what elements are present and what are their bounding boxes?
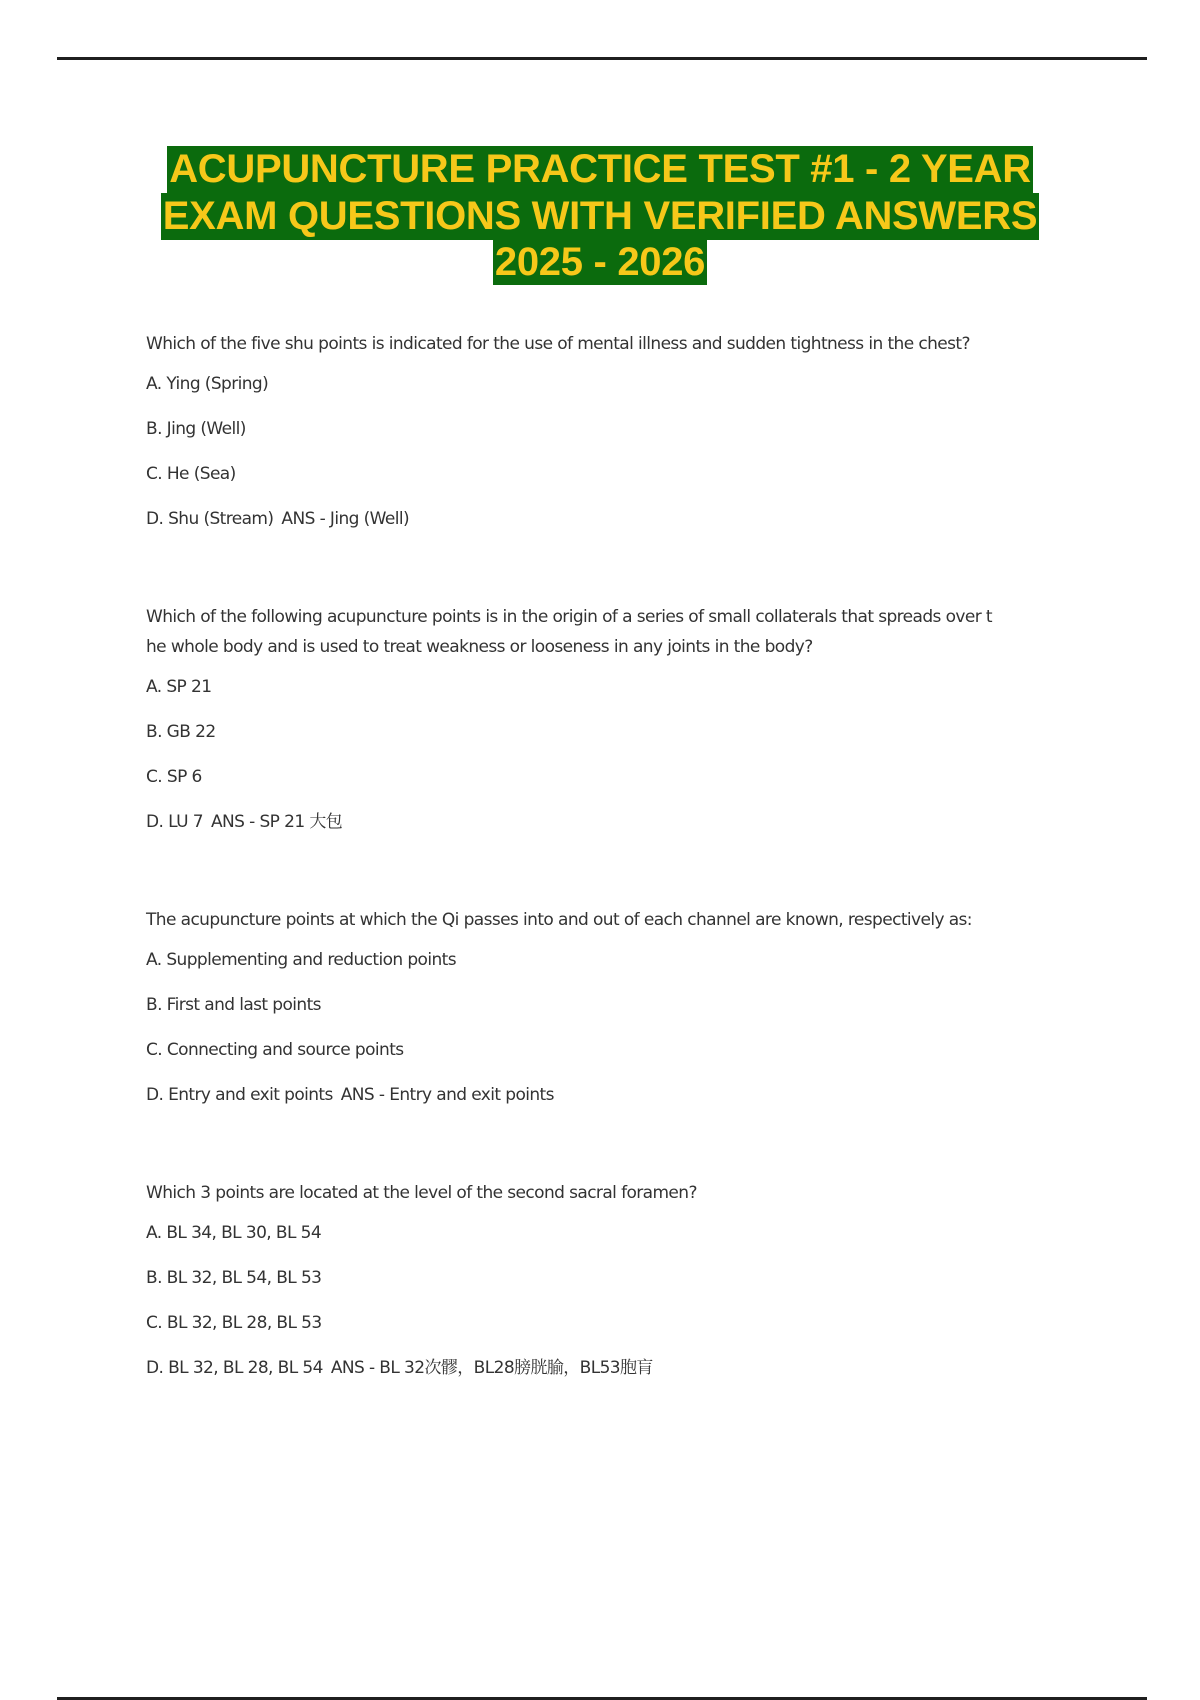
option-d xyxy=(146,509,1106,529)
option-d-text: D. Shu (Stream) xyxy=(146,509,274,529)
option-b: B. Jing (Well) xyxy=(146,419,246,439)
document-title xyxy=(0,146,1200,287)
option-d-text: D. Entry and exit points xyxy=(146,1085,333,1105)
options-list xyxy=(146,1223,1106,1378)
question-text: Which of the five shu points is indicated for the use of mental illness and sudden tightness in the chest? xyxy=(146,334,970,354)
option-a: A. BL 34, BL 30, BL 54 xyxy=(146,1223,322,1243)
question-2 xyxy=(146,602,1106,832)
answer-text: ANS - Jing (Well) xyxy=(281,509,409,529)
option-b: B. GB 22 xyxy=(146,722,216,742)
option-c: C. He (Sea) xyxy=(146,464,236,484)
question-1 xyxy=(146,329,1106,529)
question-text-line-1: Which of the following acupuncture points is in the origin of a series of small collaterals that spreads over t xyxy=(146,607,992,627)
option-d xyxy=(146,1085,1106,1105)
option-b: B. BL 32, BL 54, BL 53 xyxy=(146,1268,322,1288)
answer-text: ANS - SP 21 大包 xyxy=(211,812,343,832)
option-c: C. SP 6 xyxy=(146,767,202,787)
answer-text: ANS - BL 32次髎，BL28膀胱腧，BL53胞肓 xyxy=(330,1358,653,1378)
title-row-1 xyxy=(0,146,1200,193)
title-line-2: EXAM QUESTIONS WITH VERIFIED ANSWERS xyxy=(162,194,1038,238)
option-a: A. Ying (Spring) xyxy=(146,374,269,394)
option-d xyxy=(146,812,1106,832)
option-d-text: D. BL 32, BL 28, BL 54 xyxy=(146,1358,323,1378)
question-text-line-2: he whole body and is used to treat weakness or looseness in any joints in the body? xyxy=(146,637,813,657)
question-text: The acupuncture points at which the Qi passes into and out of each channel are known, respectively as: xyxy=(146,910,972,930)
answer-text: ANS - Entry and exit points xyxy=(340,1085,554,1105)
options-list xyxy=(146,374,1106,529)
question-4 xyxy=(146,1178,1106,1378)
options-list xyxy=(146,950,1106,1105)
question-text: Which 3 points are located at the level of the second sacral foramen? xyxy=(146,1183,697,1203)
option-a: A. SP 21 xyxy=(146,677,212,697)
title-row-2 xyxy=(0,193,1200,240)
option-d-text: D. LU 7 xyxy=(146,812,203,832)
title-line-1: ACUPUNCTURE PRACTICE TEST #1 - 2 YEAR xyxy=(169,147,1031,191)
option-b: B. First and last points xyxy=(146,995,321,1015)
top-rule xyxy=(57,57,1147,60)
option-d xyxy=(146,1358,1106,1378)
option-c: C. Connecting and source points xyxy=(146,1040,404,1060)
title-row-3 xyxy=(0,240,1200,287)
option-c: C. BL 32, BL 28, BL 53 xyxy=(146,1313,322,1333)
title-line-3: 2025 - 2026 xyxy=(494,240,706,284)
question-3 xyxy=(146,905,1106,1105)
options-list xyxy=(146,677,1106,832)
option-a: A. Supplementing and reduction points xyxy=(146,950,456,970)
